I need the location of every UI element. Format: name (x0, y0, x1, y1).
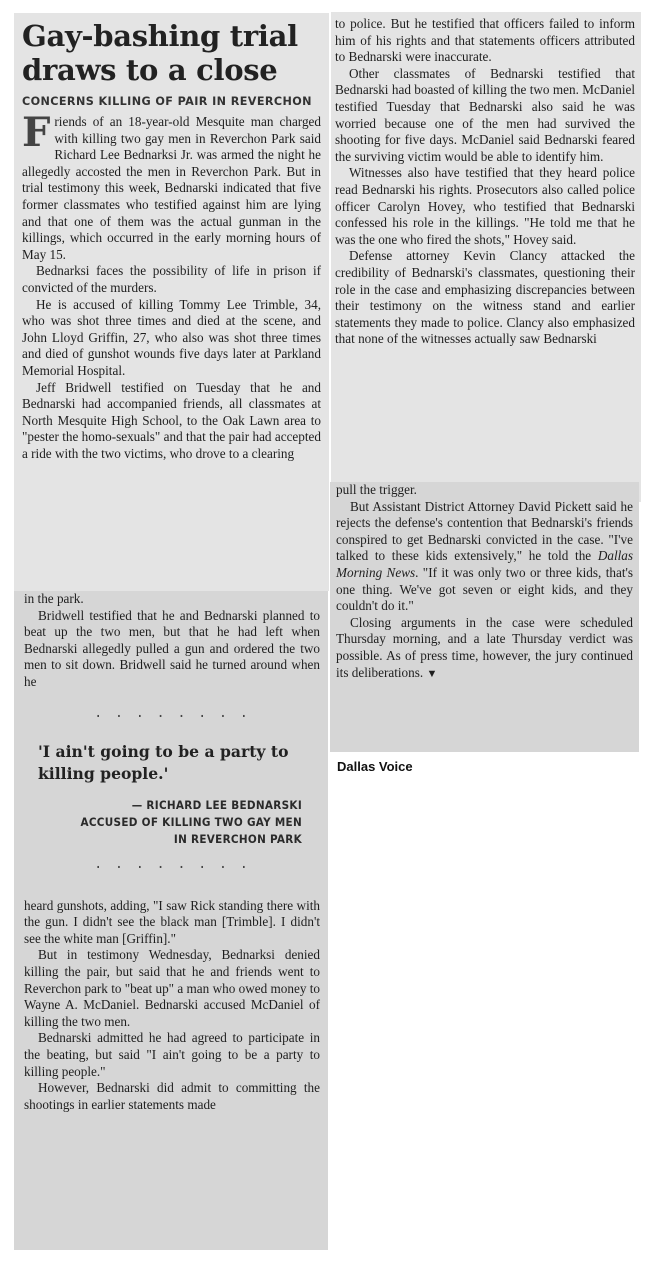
paragraph-8-continued: to police. But he testified that officers failed to inform him of his rights and that statements officers attributed to Bednarski were inaccurate. (335, 16, 635, 65)
paragraph-12: But Assistant District Attorney David Pickett said he rejects the defense's contention that Bednarski's friends conspired to get Bednarski convicted in the case. "I've talked to these kids extensively," he told the Dallas Morning News. "If it was only two or three kids, that's one thing. We've got seven or eight kids, and they couldn't do it." (336, 498, 634, 614)
paragraph-1: Friends of an 18-year-old Mesquite man charged with killing two gay men in Reverchon Park said Richard Lee Bednarksi Jr. was armed the night he allegedly accosted the men in Reverchon Park. But in trial testimony this week, Bednarski indicated that five former classmates who testified against him are lying and that one of them was the actual gunman in the killings, which occurred in the early morning hours of May 15. (22, 109, 321, 262)
end-mark-icon: ▼ (426, 667, 438, 680)
paragraph-3: He is accused of killing Tommy Lee Trimble, 34, who was shot three times and died at the scene, and John Lloyd Griffin, 27, who also was shot three times and died of gunshot wounds five days later at Parkland Memorial Hospital. (22, 296, 321, 378)
headline: Gay-bashing trial draws to a close (22, 19, 298, 87)
body-text-right-top (335, 16, 635, 348)
drop-cap: F (22, 109, 51, 156)
paragraph-5: Bridwell testified that he and Bednarski planned to beat up the two men, but that he had left when Bednarski allegedly pulled a gun and ordered the two men to sit down. Bridwell said he turned around when he (24, 607, 320, 689)
paragraph-4-continued: in the park. (24, 591, 84, 606)
pull-quote-text: 'I ain't going to be a party to killing people.' (38, 741, 289, 783)
paragraph-13: Closing arguments in the case were scheduled Thursday morning, and a late Thursday verdict was possible. As of press time, however, the jury continued its deliberations. ▼ (336, 614, 633, 680)
pull-quote-attribution (38, 797, 302, 848)
paragraph-7: Bednarski admitted he had agreed to participate in the beating, but said "I ain't going to be a party to killing people." (24, 1030, 320, 1079)
publication-name: Dallas Morning News (336, 548, 633, 580)
deck: CONCERNS KILLING OF PAIR IN REVERCHON (22, 95, 312, 108)
clipping-left-bottom (14, 591, 328, 1250)
attribution-line-3: IN REVERCHON PARK (173, 831, 302, 846)
paragraph-11: Defense attorney Kevin Clancy attacked the credibility of Bednarski's classmates, questioning their role in the case and emphasizing discrepancies between their testimony on the witness stand and earlier statements they made to police. Clancy also emphasized that none of the witnesses actually saw Bednarski (335, 248, 635, 347)
body-text-lead (22, 109, 321, 462)
clipping-right-top (331, 12, 641, 502)
body-text-lower (24, 898, 320, 1114)
paragraph-8: However, Bednarski did admit to committing the shootings in earlier statements made (24, 1080, 320, 1112)
body-text-right-bottom (336, 482, 633, 682)
divider-dots-bottom: · · · · · · · · (93, 859, 251, 876)
paragraph-10: Witnesses also have testified that they heard police read Bednarski his rights. Prosecutors also called police officer Carolyn Hovey, who testified that Bednarski confessed his role in the killings. "He told me that he was the one who fired the shots," Hovey said. (335, 165, 635, 247)
paragraph-9: Other classmates of Bednarski testified that Bednarski had boasted of killing the two men. McDaniel testified Tuesday that Bednarski also said he was worried because one of the men had survived the shooting for five days. McDaniel said Bednarski feared the surviving victim would be able to identify him. (335, 65, 635, 164)
body-text-middle (24, 591, 320, 691)
clipping-left-top (14, 13, 329, 591)
divider-dots-top: · · · · · · · · (93, 708, 251, 725)
paragraph-4: Jeff Bridwell testified on Tuesday that he and Bednarski had accompanied friends, all classmates at North Mesquite High School, to the Oak Lawn area to "pester the homo-sexuals" and that the pair had accepted a ride with the two victims, who drove to a clearing (22, 379, 321, 461)
paragraph-11-continued: pull the trigger. (336, 482, 417, 497)
paragraph-2: Bednarksi faces the possibility of life in prison if convicted of the murders. (22, 263, 321, 295)
paragraph-5-continued: heard gunshots, adding, "I saw Rick standing there with the gun. I didn't see the black man [Trimble]. I didn't see the white man [Griffin]." (24, 897, 320, 946)
clipping-right-bottom (330, 482, 639, 752)
attribution-line-2: ACCUSED OF KILLING TWO GAY MEN (80, 814, 302, 829)
source-credit: Dallas Voice (337, 759, 413, 774)
pull-quote (38, 741, 302, 848)
paragraph-6: But in testimony Wednesday, Bednarksi denied killing the pair, but said that he and friends went to Reverchon park to "beat up" a man who owed money to Wayne A. McDaniel. Bednarski accused McDaniel of killing the two men. (24, 947, 320, 1029)
attribution-name: — RICHARD LEE BEDNARSKI (131, 797, 302, 812)
